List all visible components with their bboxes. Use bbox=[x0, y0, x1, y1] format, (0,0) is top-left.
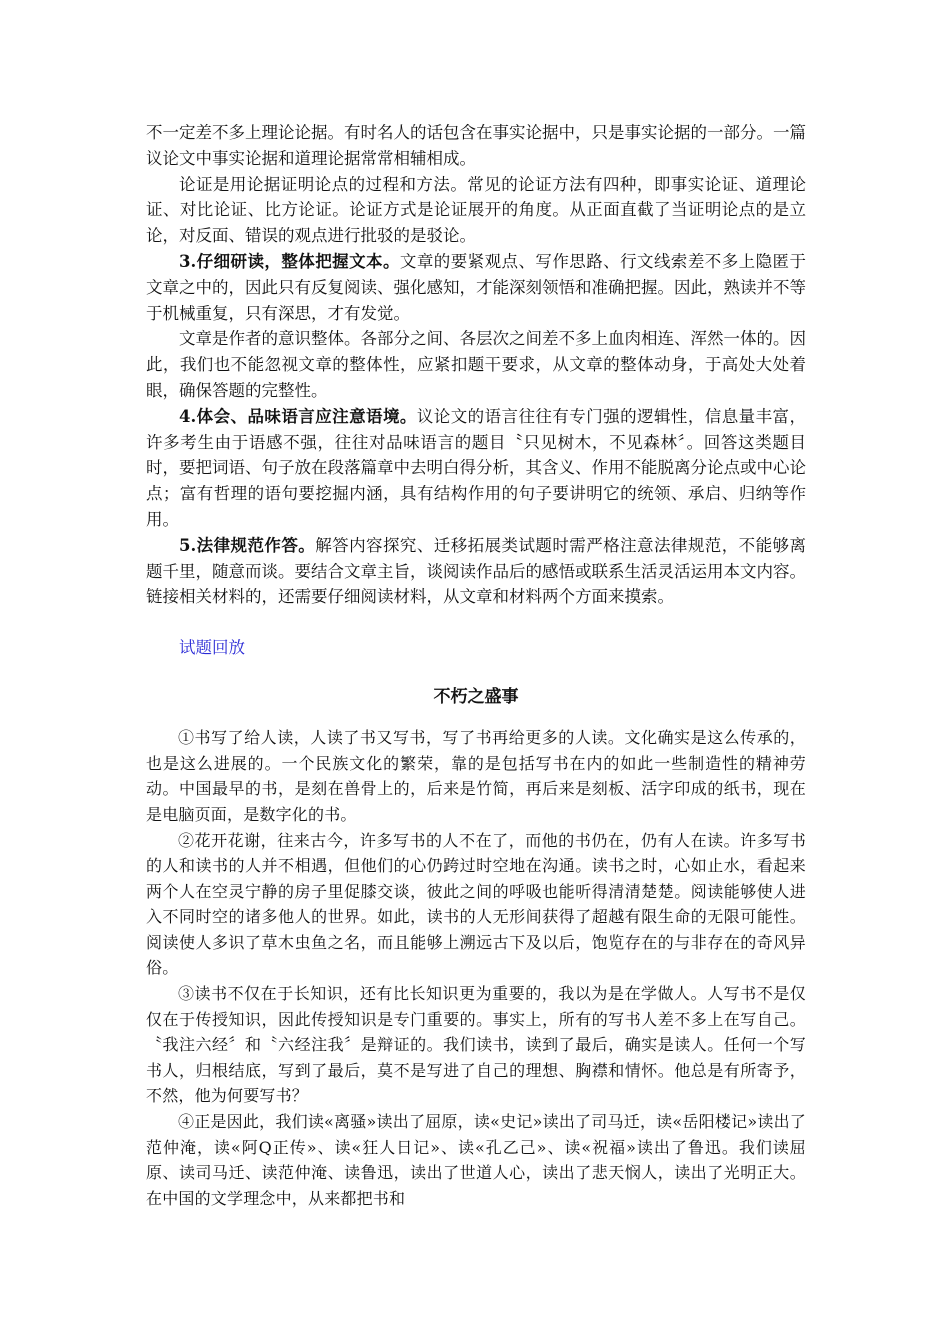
article-paragraph-4: ④正是因此，我们读«离骚»读出了屈原，读«史记»读出了司马迁，读«岳阳楼记»读出了范仲淹，读«阿Q正传»、读«狂人日记»、读«孔乙己»、读«祝福»读出了鲁迅。我们读屈原、读司马迁、读范仲淹、读鲁迅，读出了世道人心，读出了悲天悯人，读出了光明正大。在中国的文学理念中，从来都把书和 bbox=[146, 1112, 806, 1208]
article-paragraph-2: ②花开花谢，往来古今，许多写书的人不在了，而他的书仍在，仍有人在读。许多写书的人和读书的人并不相遇，但他们的心仍跨过时空地在沟通。读书之时，心如止水，看起来两个人在空灵宁静的房子里促膝交谈，彼此之间的呼吸也能听得清清楚楚。阅读能够使人进入不同时空的诸多他人的世界。如此，读书的人无形间获得了超越有限生命的无限可能性。阅读使人多识了草木虫鱼之名，而且能够上溯远古下及以后，饱览存在的与非存在的奇风异俗。 bbox=[146, 830, 806, 978]
page-content bbox=[146, 120, 806, 1211]
tip-3-heading: 3.仔细研读，整体把握文本。 bbox=[179, 251, 400, 271]
article-title: 不朽之盛事 bbox=[433, 687, 519, 708]
tip-5-heading: 5.法律规范作答。 bbox=[179, 535, 316, 555]
paragraph-continued: 不一定差不多上理论论据。有时名人的话包含在事实论据中，只是事实论据的一部分。一篇议论文中事实论据和道理论据常常相辅相成。 bbox=[146, 123, 806, 168]
paragraph-tip-4 bbox=[146, 404, 806, 533]
article-body bbox=[146, 725, 806, 1211]
tip-4-body: 议论文的语言往往有专门强的逻辑性，信息量丰富，许多考生由于语感不强，往往对品味语言的题目〝只见树木，不见森林〞。回答这类题目时，要把词语、句子放在段落篇章中去明白得分析，其含义、作用不能脱离分论点或中心论点；富有哲理的语句要挖掘内涵，具有结构作用的句子要讲明它的统领、承启、归纳等作用。 bbox=[146, 406, 806, 529]
review-heading: 试题回放 bbox=[179, 638, 245, 658]
tip-3-body: 文章的要紧观点、写作思路、行文线索差不多上隐匿于文章之中的，因此只有反复阅读、强化感知，才能深刻领悟和准确把握。因此，熟读并不等于机械重复，只有深思，才有发觉。 bbox=[146, 251, 806, 323]
tip-4-heading: 4.体会、品味语言应注意语境。 bbox=[179, 406, 417, 426]
paragraph-argument-methods: 论证是用论据证明论点的过程和方法。常见的论证方法有四种，即事实论证、道理论证、对比论证、比方论证。论证方式是论证展开的角度。从正面直截了当证明论点的是立论，对反面、错误的观点进行批驳的是驳论。 bbox=[146, 174, 806, 246]
paragraph-tip-5 bbox=[146, 533, 806, 610]
article-paragraph-3: ③读书不仅在于长知识，还有比长知识更为重要的，我以为是在学做人。人写书不是仅仅在于传授知识，因此传授知识是专门重要的。事实上，所有的写书人差不多上在写自己。〝我注六经〞和〝六经注我〞是辩证的。我们读书，读到了最后，确实是读人。任何一个写书人，归根结底，写到了最后，莫不是写进了自己的理想、胸襟和情怀。他总是有所寄予，不然，他为何要写书？ bbox=[146, 984, 806, 1106]
article-paragraph-1: ①书写了给人读，人读了书又写书，写了书再给更多的人读。文化确实是这么传承的，也是这么进展的。一个民族文化的繁荣，靠的是包括写书在内的如此一些制造性的精神劳动。中国最早的书，是刻在兽骨上的，后来是竹简，再后来是刻板、活字印成的纸书，现在是电脑页面，是数字化的书。 bbox=[146, 728, 806, 824]
tip-5-body: 解答内容探究、迁移拓展类试题时需严格注意法律规范，不能够离题千里，随意而谈。要结合文章主旨，谈阅读作品后的感悟或联系生活灵活运用本文内容。链接相关材料的，还需要仔细阅读材料，从文章和材料两个方面来摸索。 bbox=[146, 535, 806, 607]
paragraph-article-whole: 文章是作者的意识整体。各部分之间、各层次之间差不多上血肉相连、浑然一体的。因此，我们也不能忽视文章的整体性，应紧扣题干要求，从文章的整体动身，于高处大处着眼，确保答题的完整性。 bbox=[146, 329, 806, 400]
paragraph-tip-3 bbox=[146, 249, 806, 326]
